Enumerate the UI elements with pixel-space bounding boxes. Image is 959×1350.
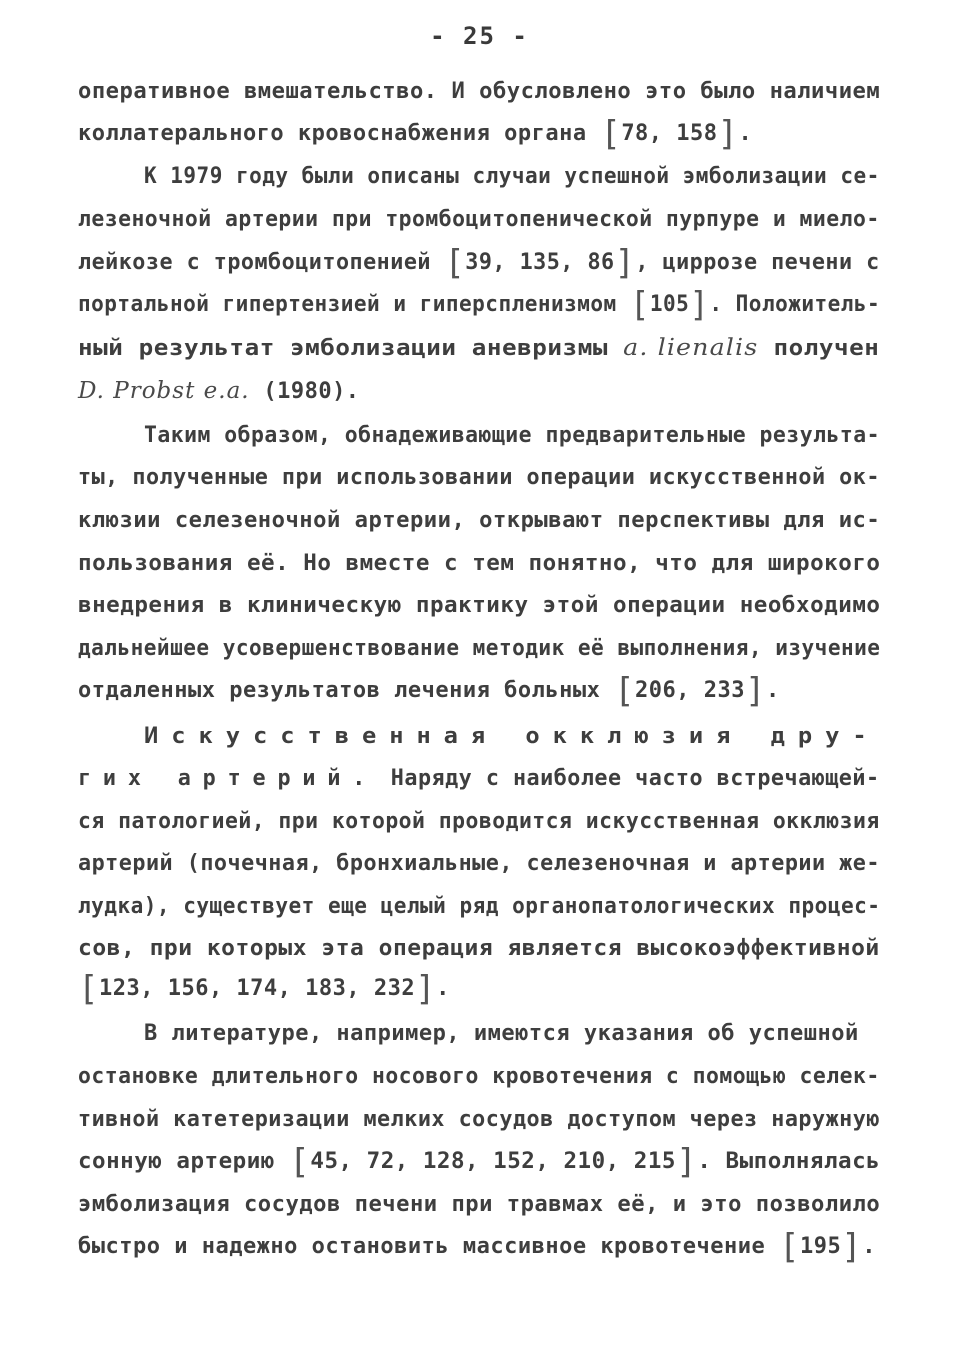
line-text-after: . — [738, 121, 753, 146]
citation-bracket: ] — [675, 1142, 698, 1182]
line-text: К 1979 году были описаны случаи успешной эмболизации се- — [144, 164, 880, 189]
text-line — [78, 114, 753, 154]
text-line — [78, 808, 880, 836]
citation-bracket: [ — [779, 1227, 800, 1267]
section-heading: гих артерий. — [78, 766, 378, 791]
text-line — [78, 285, 881, 325]
line-text: внедрения в клиническую практику этой операции необходимо — [78, 593, 881, 618]
line-text: лезеночной артерии при тромбоцитопенической пурпуре и миело- — [78, 207, 880, 232]
text-line — [78, 1227, 876, 1267]
citation: 78, 158 — [621, 121, 718, 146]
citation-bracket: [ — [288, 1142, 311, 1182]
text-line — [144, 1020, 859, 1048]
line-text-after: получен — [758, 336, 880, 361]
page-number: - 25 - — [430, 22, 529, 50]
line-text: коллатерального кровоснабжения органа — [78, 121, 601, 146]
text-line — [144, 723, 880, 751]
line-text-after: . — [436, 976, 450, 1001]
handwritten-term: a. lienalis — [623, 335, 759, 361]
line-text: ся патологией, при которой проводится искусственная окклюзия — [78, 809, 880, 834]
text-line — [78, 377, 360, 406]
citation-bracket: ] — [745, 671, 766, 711]
citation-bracket: [ — [444, 243, 466, 283]
line-text: лейкозе с тромбоцитопенией — [78, 250, 445, 275]
text-line — [78, 969, 450, 1009]
line-text: ный результат эмболизации аневризмы — [78, 336, 624, 361]
citation-bracket: ] — [841, 1227, 863, 1267]
line-text: дальнейшее усовершенствование методик её выполнения, изучение — [78, 636, 881, 661]
citation: 123, 156, 174, 183, 232 — [98, 976, 416, 1001]
text-line — [78, 243, 880, 283]
citation: 206, 233 — [635, 678, 746, 703]
line-text: артерий (почечная, бронхиальные, селезеночная и артерии же- — [78, 851, 880, 876]
text-line — [78, 550, 880, 578]
citation: 39, 135, 86 — [465, 250, 615, 275]
citation-bracket: ] — [614, 243, 636, 283]
citation-bracket: [ — [614, 671, 636, 711]
text-line — [78, 592, 880, 620]
citation-bracket: ] — [415, 969, 437, 1009]
citation-bracket: [ — [600, 114, 622, 154]
text-line — [78, 635, 880, 663]
handwritten-author: D. Probst e.a. — [78, 378, 250, 404]
line-text-after: . Выполнялась — [697, 1149, 881, 1174]
line-text-after: . — [862, 1234, 876, 1259]
section-heading: Искусственная окклюзия дру- — [144, 724, 880, 749]
line-text: ты, полученные при использовании операции искусственной ок- — [78, 465, 880, 490]
line-text: отдаленных результатов лечения больных — [78, 678, 615, 703]
text-line — [78, 765, 880, 793]
line-text: Таким образом, обнадеживающие предварительные результа- — [144, 423, 880, 448]
line-text: портальной гипертензией и гиперспленизмом — [78, 292, 630, 317]
line-text-after: , циррозе печени с — [635, 250, 880, 275]
line-text: пользования её. Но вместе с тем понятно, что для широкого — [78, 551, 881, 576]
citation: 45, 72, 128, 152, 210, 215 — [310, 1149, 676, 1174]
text-line — [144, 163, 880, 191]
text-line — [78, 893, 880, 921]
text-line — [78, 1142, 881, 1182]
text-line — [78, 1106, 880, 1134]
citation-bracket: [ — [78, 969, 99, 1009]
citation: 105 — [649, 292, 690, 317]
line-text: эмболизация сосудов печени при травмах её, и это позволило — [78, 1192, 881, 1217]
line-text: быстро и надежно остановить массивное кровотечение — [78, 1234, 780, 1259]
text-line — [78, 78, 880, 106]
line-text: клюзии селезеночной артерии, открывают перспективы для ис- — [78, 508, 881, 533]
line-text: Наряду с наиболее часто встречающей- — [377, 766, 880, 791]
line-text: оперативное вмешательство. И обусловлено это было наличием — [78, 79, 881, 104]
text-line — [78, 935, 880, 963]
line-text: (1980). — [249, 379, 360, 404]
line-text: В литературе, например, имеются указания об успешной — [144, 1021, 859, 1046]
text-line — [78, 507, 880, 535]
citation-bracket: ] — [689, 285, 710, 325]
line-text: тивной катетеризации мелких сосудов доступом через наружную — [78, 1107, 880, 1132]
text-line — [78, 1191, 880, 1219]
line-text-after: . — [766, 678, 780, 703]
text-line — [78, 671, 780, 711]
text-line — [78, 1063, 880, 1091]
text-line — [78, 334, 879, 363]
citation-bracket: [ — [629, 285, 650, 325]
line-text: остановке длительного носового кровотечения с помощью селек- — [78, 1064, 880, 1089]
line-text-after: . Положитель- — [709, 292, 881, 317]
text-line — [78, 464, 880, 492]
citation: 195 — [800, 1234, 842, 1259]
text-line — [144, 422, 880, 450]
text-line — [78, 850, 880, 878]
citation-bracket: ] — [717, 114, 739, 154]
text-line — [78, 206, 880, 234]
line-text: лудка), существует еще целый ряд органопатологических процес- — [78, 894, 881, 919]
line-text: сов, при которых эта операция является высокоэффективной — [78, 936, 880, 961]
line-text: сонную артерию — [78, 1149, 289, 1174]
